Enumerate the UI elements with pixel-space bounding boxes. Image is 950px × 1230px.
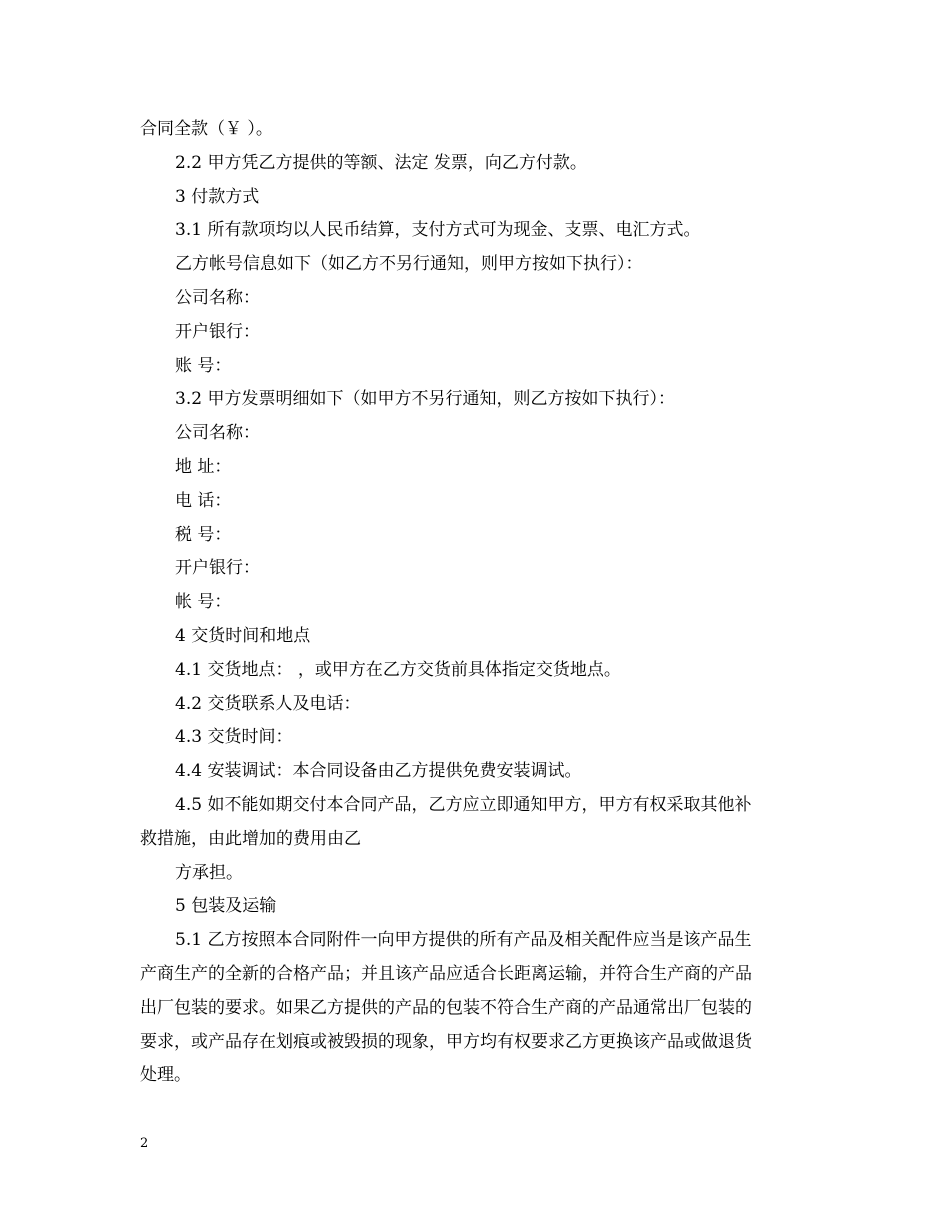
page-number: 2 xyxy=(140,1136,149,1151)
document-body xyxy=(140,113,812,1093)
text-line: 3.2 甲方发票明细如下（如甲方不另行通知，则乙方按如下执行）： xyxy=(175,389,675,410)
text-line: 4.1 交货地点： ，或甲方在乙方交货前具体指定交货地点。 xyxy=(175,659,621,680)
text-line: 4 交货时间和地点 xyxy=(175,625,311,646)
text-line: 账 号： xyxy=(175,355,232,376)
text-line: 产商生产的全新的合格产品；并且该产品应适合长距离运输，并符合生产商的产品 xyxy=(140,963,752,984)
text-line: 救措施，由此增加的费用由乙 xyxy=(140,828,361,849)
text-line: 要求，或产品存在划痕或被毁损的现象，甲方均有权要求乙方更换该产品或做退货 xyxy=(140,1031,752,1052)
text-line: 5.1 乙方按照本合同附件一向甲方提供的所有产品及相关配件应当是该产品生 xyxy=(175,930,752,951)
text-line: 开户银行： xyxy=(175,558,260,579)
text-line: 帐 号： xyxy=(175,592,232,613)
text-line: 处理。 xyxy=(140,1065,191,1086)
text-line: 4.2 交货联系人及电话： xyxy=(175,693,361,714)
text-line: 开户银行： xyxy=(175,321,260,342)
text-line: 3.1 所有款项均以人民币结算，支付方式可为现金、支票、电汇方式。 xyxy=(175,220,701,241)
text-line: 地 址： xyxy=(175,456,232,477)
text-line: 4.5 如不能如期交付本合同产品，乙方应立即通知甲方，甲方有权采取其他补 xyxy=(175,794,752,815)
text-line: 2.2 甲方凭乙方提供的等额、法定 发票，向乙方付款。 xyxy=(175,152,587,173)
text-line: 税 号： xyxy=(175,524,232,545)
text-line: 乙方帐号信息如下（如乙方不另行通知，则甲方按如下执行）： xyxy=(175,254,643,275)
text-line: 公司名称： xyxy=(175,423,260,444)
text-line: 出厂包装的要求。如果乙方提供的产品的包装不符合生产商的产品通常出厂包装的 xyxy=(140,997,752,1018)
text-line: 3 付款方式 xyxy=(175,186,260,207)
text-line: 4.3 交货时间： xyxy=(175,727,293,748)
text-line: 合同全款（￥ ）。 xyxy=(140,119,273,139)
text-line: 电 话： xyxy=(175,490,232,511)
text-line: 公司名称： xyxy=(175,287,260,308)
text-line: 5 包装及运输 xyxy=(175,896,277,917)
text-line: 4.4 安装调试：本合同设备由乙方提供免费安装调试。 xyxy=(175,761,582,782)
text-line: 方承担。 xyxy=(175,862,243,883)
